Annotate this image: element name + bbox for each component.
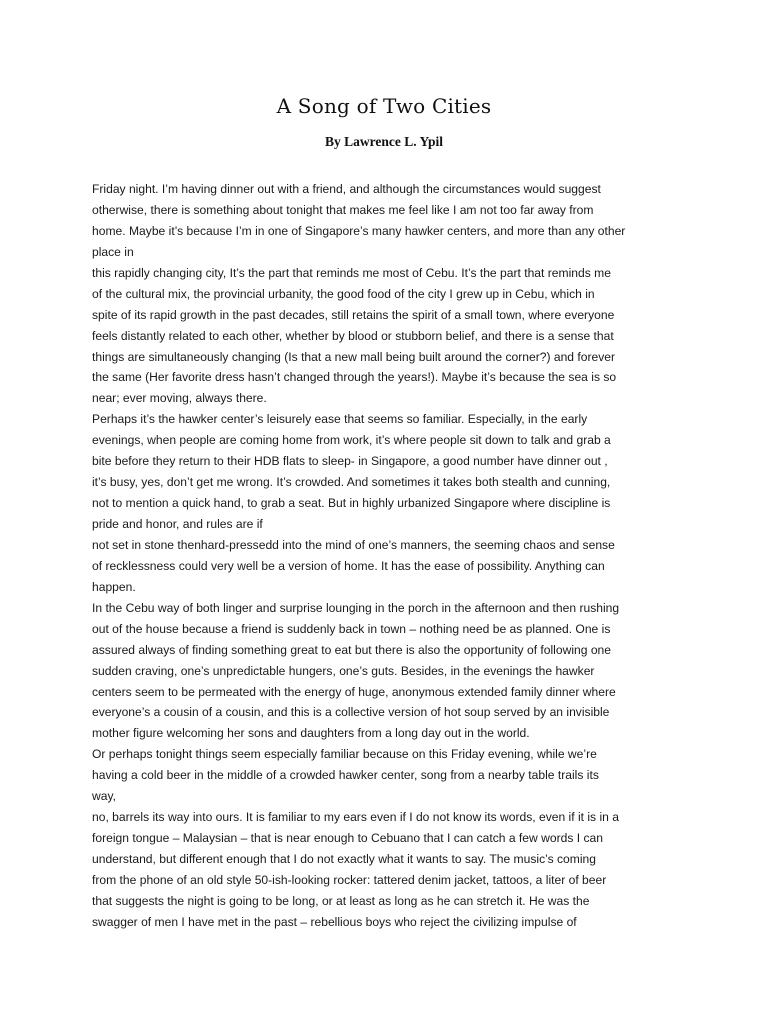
body-line: otherwise, there is something about tonight that makes me feel like I am not too far away from — [92, 202, 594, 217]
body-line: out of the house because a friend is suddenly back in town – nothing need be as planned. One is — [92, 621, 611, 636]
body-line: no, barrels its way into ours. It is familiar to my ears even if I do not know its words, even if it is in a — [92, 810, 619, 825]
body-line: home. Maybe it’s because I’m in one of Singapore’s many hawker centers, and more than any other — [92, 223, 626, 238]
body-line: not set in stone thenhard-pressedd into the mind of one’s manners, the seeming chaos and sense — [92, 537, 615, 552]
body-line: this rapidly changing city, It’s the part that reminds me most of Cebu. It’s the part that reminds me — [92, 265, 611, 280]
body-line: bite before they return to their HDB flats to sleep- in Singapore, a good number have dinner out , — [92, 454, 608, 469]
body-line: pride and honor, and rules are if — [92, 517, 263, 531]
body-line: spite of its rapid growth in the past decades, still retains the spirit of a small town, where everyone — [92, 307, 615, 322]
body-line: of the cultural mix, the provincial urbanity, the good food of the city I grew up in Cebu, which in — [92, 286, 595, 301]
body-line: place in — [92, 244, 134, 259]
body-line: understand, but different enough that I do not exactly what it wants to say. The music’s coming — [92, 852, 596, 866]
body-line: foreign tongue – Malaysian – that is near enough to Cebuano that I can catch a few words I can — [92, 831, 603, 846]
document-byline: By Lawrence L. Ypil — [324, 134, 443, 149]
body-line: that suggests the night is going to be long, or at least as long as he can stretch it. He was the — [92, 893, 590, 908]
body-line: from the phone of an old style 50-ish-looking rocker: tattered denim jacket, tattoos, a liter of beer — [92, 872, 607, 887]
body-line: happen. — [92, 579, 136, 594]
body-line: having a cold beer in the middle of a crowded hawker center, song from a nearby table trails its — [92, 768, 599, 783]
body-line: mother figure welcoming her sons and daughters from a long day out in the world. — [92, 726, 530, 741]
body-line: it’s busy, yes, don’t get me wrong. It’s crowded. And sometimes it takes both stealth and cunning, — [92, 475, 611, 490]
body-line: feels distantly related to each other, whether by blood or stubborn belief, and there is a sense that — [92, 328, 614, 343]
body-line: of recklessness could very well be a version of home. It has the ease of possibility. Anything can — [92, 558, 605, 573]
document-title: A Song of Two Cities — [276, 94, 492, 118]
document-body — [92, 179, 692, 933]
body-line: Perhaps it’s the hawker center’s leisurely ease that seems so familiar. Especially, in the early — [92, 412, 588, 427]
body-line: assured always of finding something great to eat but there is also the opportunity of following one — [92, 642, 612, 657]
body-line: the same (Her favorite dress hasn’t changed through the years!). Maybe it’s because the sea is so — [92, 370, 617, 385]
body-line: Friday night. I’m having dinner out with a friend, and although the circumstances would suggest — [92, 182, 601, 196]
body-line: way, — [92, 789, 116, 804]
body-line: evenings, when people are coming home from work, it’s where people sit down to talk and grab a — [92, 433, 611, 448]
body-line: Or perhaps tonight things seem especially familiar because on this Friday evening, while we’re — [92, 747, 597, 762]
body-line: everyone’s a cousin of a cousin, and this is a collective version of hot soup served by an invisible — [92, 705, 610, 720]
body-line: near; ever moving, always there. — [92, 391, 267, 406]
body-line: not to mention a quick hand, to grab a seat. But in highly urbanized Singapore where discipline is — [92, 496, 611, 511]
body-line: centers seem to be permeated with the energy of huge, anonymous extended family dinner where — [92, 684, 616, 699]
body-line: things are simultaneously changing (Is that a new mall being built around the corner?) and forever — [92, 349, 616, 364]
body-line: swagger of men I have met in the past – rebellious boys who reject the civilizing impulse of — [92, 914, 577, 929]
body-line: sudden craving, one’s unpredictable hungers, one’s guts. Besides, in the evenings the hawker — [92, 663, 595, 678]
body-line: In the Cebu way of both linger and surprise lounging in the porch in the afternoon and then rushing — [92, 600, 620, 615]
